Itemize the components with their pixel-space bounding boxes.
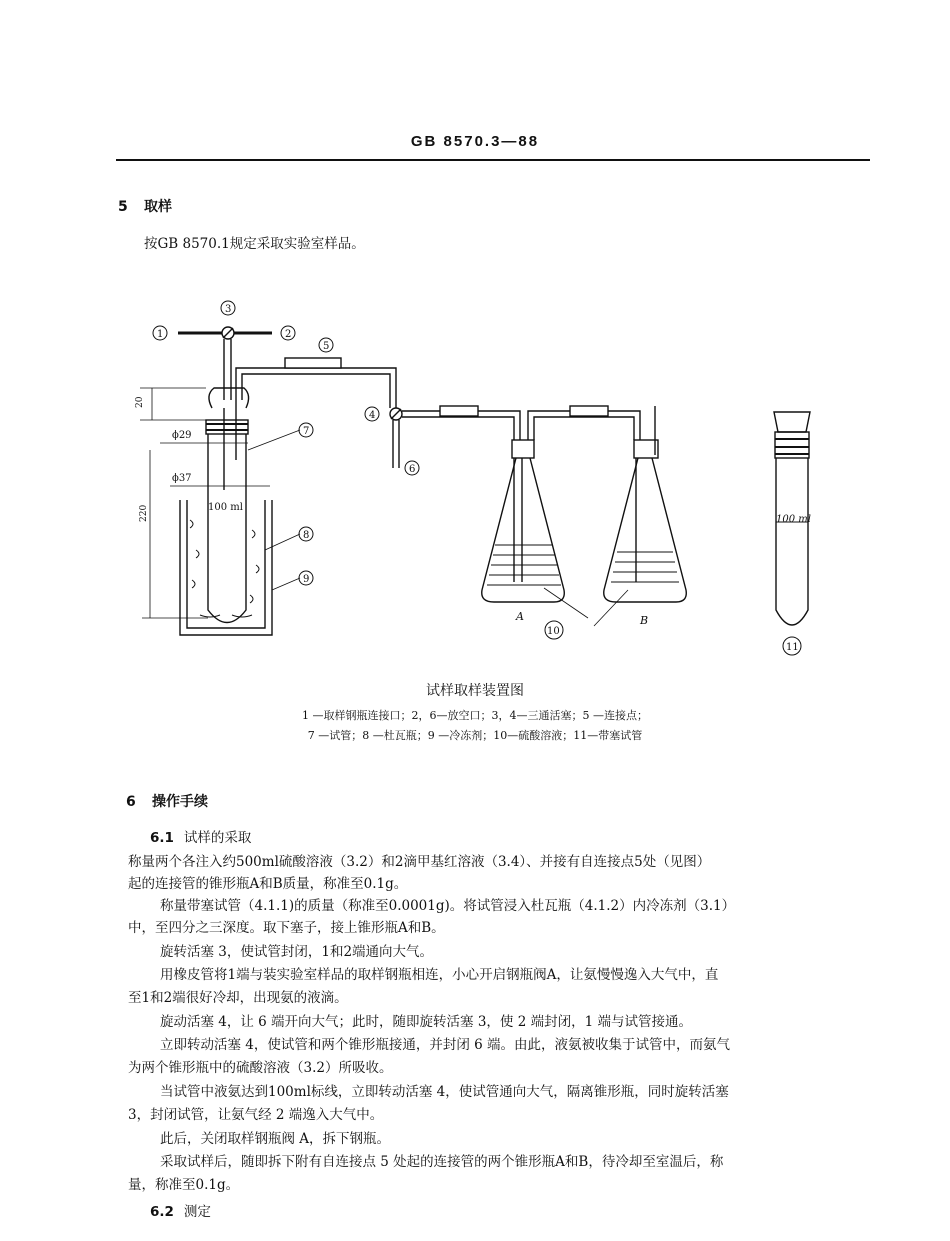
figure-legend-line-2: 7 —试管；8 —杜瓦瓶；9 —冷冻剂；10—硫酸溶液；11—带塞试管 (307, 729, 643, 742)
dewar-flask-8 (180, 500, 272, 635)
figure-legend-line-1: 1 —取样钢瓶连接口；2，6—放空口；3，4—三通活塞；5 —连接点； (302, 709, 648, 722)
dimension-d29: ϕ29 (172, 430, 192, 441)
valve-3-assembly (178, 327, 272, 400)
callout-8: 8 (303, 530, 310, 541)
subsection-6-2-heading (150, 1200, 211, 1220)
callout-3: 3 (225, 304, 232, 315)
dimension-d37: ϕ37 (172, 473, 192, 484)
standard-number-header: GB 8570.3—88 (410, 133, 540, 150)
header-rule (116, 159, 870, 161)
paragraph-line: 称量两个各注入约500ml硫酸溶液（3.2）和2滴甲基红溶液（3.4）、并接有自连接点5处（见图） (128, 854, 711, 870)
figure-title: 试样取样装置图 (426, 683, 524, 699)
section-6-number: 6 (126, 794, 136, 810)
section-5-number: 5 (118, 199, 128, 215)
paragraph-line: 此后，关闭取样钢瓶阀 A，拆下钢瓶。 (160, 1131, 391, 1147)
paragraph-line: 量，称准至0.1g。 (128, 1177, 240, 1193)
flask-b-label: B (640, 614, 649, 627)
callout-10: 10 (547, 626, 560, 637)
callout-5: 5 (323, 341, 330, 352)
paragraph-line: 中，至四分之三深度。取下塞子，接上锥形瓶A和B。 (128, 920, 445, 936)
callout-7: 7 (303, 426, 310, 437)
section-6-heading (126, 791, 208, 811)
conical-flask-b (604, 440, 687, 602)
subsection-6-2-title: 测定 (183, 1204, 211, 1220)
paragraph-line: 采取试样后，随即拆下附有自连接点 5 处起的连接管的两个锥形瓶A和B，待冷却至室温后，称 (160, 1154, 724, 1170)
paragraph-line: 至1和2端很好冷却，出现氨的液滴。 (128, 990, 348, 1006)
conical-flask-a (482, 440, 565, 602)
callout-9: 9 (303, 574, 310, 585)
paragraph-line: 旋动活塞 4，让 6 端开向大气；此时，随即旋转活塞 3，使 2 端封闭，1 端与试管接通。 (160, 1014, 692, 1030)
callout-markers (153, 301, 801, 655)
callout-6: 6 (409, 464, 416, 475)
callout-4: 4 (369, 410, 376, 421)
subsection-6-1-number: 6.1 (150, 830, 174, 846)
dimension-20: 20 (135, 396, 145, 408)
flask-a-label: A (516, 610, 524, 623)
sampling-apparatus-figure (0, 290, 950, 670)
paragraph-line: 当试管中液氨达到100ml标线，立即转动活塞 4，使试管通向大气，隔离锥形瓶，同时旋转活塞 (160, 1084, 729, 1100)
stoppered-tube-volume-label: 100 ml (776, 514, 811, 525)
callout-2: 2 (285, 329, 292, 340)
paragraph-line: 起的连接管的锥形瓶A和B质量，称准至0.1g。 (128, 876, 408, 892)
subsection-6-2-number: 6.2 (150, 1204, 174, 1220)
test-tube-volume-label: 100 ml (208, 502, 243, 513)
paragraph-line: 旋转活塞 3，使试管封闭，1和2端通向大气。 (160, 944, 434, 960)
connection-tubing (236, 358, 655, 468)
section-5-title: 取样 (144, 199, 172, 215)
paragraph-line: 立即转动活塞 4，使试管和两个锥形瓶接通，并封闭 6 端。由此，液氨被收集于试管中，而氨气 (160, 1037, 731, 1053)
paragraph-line: 3，封闭试管，让氨气经 2 端逸入大气中。 (128, 1107, 384, 1123)
subsection-6-1-title: 试样的采取 (183, 830, 252, 846)
paragraph-line: 为两个锥形瓶中的硫酸溶液（3.2）所吸收。 (128, 1060, 393, 1076)
subsection-6-1-heading (150, 826, 251, 846)
dimension-220: 220 (139, 504, 149, 522)
section-5-body: 按GB 8570.1规定采取实验室样品。 (144, 236, 365, 252)
section-5-heading (118, 196, 172, 216)
section-6-title: 操作手续 (152, 794, 208, 810)
paragraph-line: 用橡皮管将1端与装实验室样品的取样钢瓶相连，小心开启钢瓶阀A，让氨慢慢逸入大气中，直 (160, 967, 719, 983)
callout-11: 11 (786, 642, 799, 653)
paragraph-line: 称量带塞试管（4.1.1)的质量（称准至0.0001g)。将试管浸入杜瓦瓶（4.1.2）内冷冻剂（3.1） (160, 898, 736, 914)
callout-1: 1 (157, 329, 164, 340)
